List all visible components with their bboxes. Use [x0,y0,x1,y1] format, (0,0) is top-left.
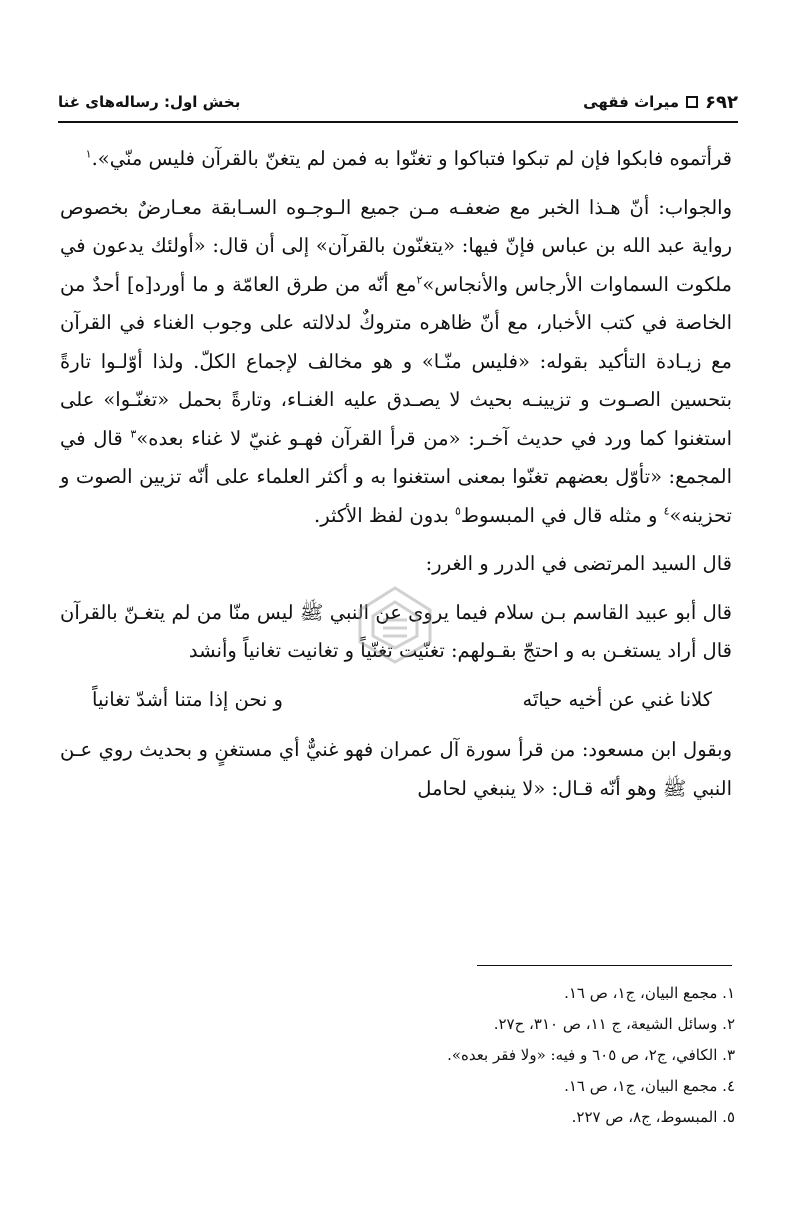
header-rule [58,121,738,123]
verse-hemistich-right: كلانا غني عن أخيه حياتَه [522,687,712,711]
footnote-3: ٣. الكافي، ج٢، ص ٦٠٥ و فيه: «ولا فقر بعده». [447,1046,735,1064]
book-title: میراث فقهی [583,93,680,111]
paragraph-2-text-e: بدون لفظ الأكثر. [314,503,455,527]
running-header [58,88,738,116]
footnote-2: ٢. وسائل الشيعة، ج ١١، ص ٣١٠، ح٢٧. [493,1015,735,1033]
footnote-1: ١. مجمع البيان، ج١، ص ١٦. [564,984,735,1002]
paragraph-2-text-d: و مثله قال في المبسوط [460,503,664,527]
poem-verse [92,681,712,720]
paragraph-3: قال السيد المرتضى في الدرر و الغرر: [425,552,732,575]
paragraph-1-text: قرأتموه فابكوا فإن لم تبكوا فتباكوا و تغنّوا به فمن لم يتغنّ بالقرآن فليس منّي». [91,147,732,170]
square-bullet-icon [686,96,698,108]
paragraph-1 [60,140,732,179]
paragraph-2-text-c: قال في المجمع: «تأوّل بعضهم تغنّوا بمعنى استغنوا به و أكثر العلماء على أنّه تزيين الصوت و تحزينه» [60,426,732,527]
paragraph-2-text-b: مع أنّه من طرق العامّة و ما أورد[ه] أحدٌ من الخاصة في كتب الأخبار، مع أنّ ظاهره متروكٌ لدلالته على وجوب الغناء في القرآن مع زيـادة التأكيد بقوله: «فليس منّـا» و هو مخالف لإجماع الكلّ. ولذا أوّلـوا تارةً بتحسين الصـوت و تزيينـه بحيث لا يصـدق عليه الغنـاء، وتارةً بحمل «تغنّـوا» على استغنوا كما ورد في حديث آخـر: «من قرأ القرآن فهـو غنيّ لا غناء بعده» [60,272,733,450]
footnote-ref-3: ٣ [130,427,137,440]
page-number: ۶۹۲ [705,91,738,113]
footnote-ref-1: ١ [85,147,92,161]
paragraph-4: قال أبو عبيد القاسم بـن سلام فيما يروى عن النبي ﷺ ليس منّا من لم يتغـنّ بالقرآن قال أراد يستغـن به و احتجّ بقـولهم: تغنّيت تغنّياً و تغانيت تغانياً وأنشد [60,600,732,662]
header-right [583,92,738,113]
footnote-4: ٤. مجمع البيان، ج١، ص ١٦. [564,1077,735,1095]
footnotes [135,978,735,1133]
footnote-ref-4: ٤ [663,504,670,517]
paragraph-2-text-a: والجواب: أنّ هـذا الخبر مع ضعفـه مـن جميع الـوجـوه السـابقة معـارضٌ بخصوص رواية عبد الله بن عباس فإنّ فيها: «يتغنّون بالقرآن» إلى أن قال: «أولئك يدعون في ملكوت السماوات الأرجاس والأنجاس» [60,195,732,296]
library-stamp-icon [325,580,465,670]
verse-hemistich-left: و نحن إذا متنا أشدّ تغانياً [92,687,283,711]
paragraph-2 [60,189,732,536]
paragraph-5: وبقول ابن مسعود: من قرأ سورة آل عمران فهو غنيٌّ أي مستغنٍ و بحديث روي عـن النبي ﷺ وهو أنّه قـال: «لا ينبغي لحامل [60,738,732,800]
footnote-rule [477,965,732,966]
footnote-5: ٥. المبسوط، ج٨، ص ٢٢٧. [571,1108,735,1126]
body-text [60,140,732,818]
section-title: بخش اول: رساله‌های غنا [58,93,241,111]
footnote-ref-5: ٥ [454,504,461,517]
footnote-ref-2: ٢ [416,273,423,286]
